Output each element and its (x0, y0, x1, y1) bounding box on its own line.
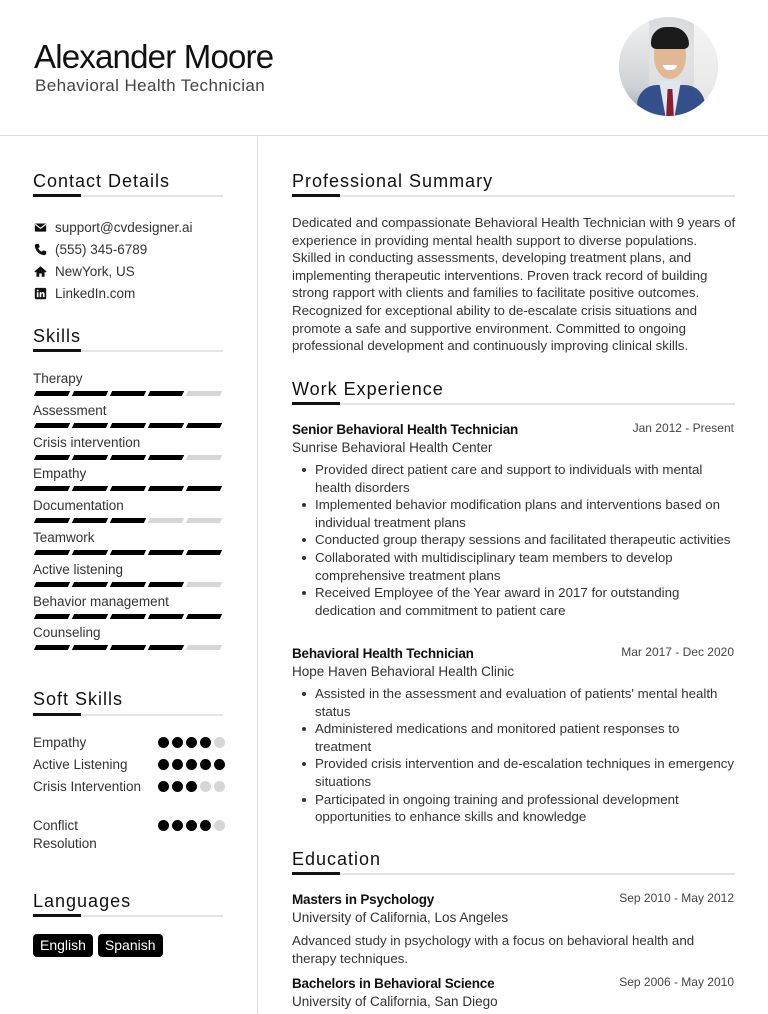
level-segment (34, 486, 70, 491)
skill-name: Assessment (33, 402, 107, 418)
skill-level-bar (33, 391, 223, 396)
skill-item (33, 561, 223, 587)
level-segment (186, 391, 222, 396)
skill-name: Empathy (33, 466, 87, 482)
contact-email-value: support@cvdesigner.ai (55, 219, 193, 235)
degree-dates: Sep 2006 - May 2010 (619, 975, 734, 989)
section-rule (33, 195, 223, 197)
rating-dot (172, 759, 183, 770)
level-segment (72, 645, 108, 650)
level-segment (110, 455, 146, 460)
section-rule (292, 195, 735, 197)
bullet-item: Implemented behavior modification plans and interventions based on individual treatment plans (299, 496, 735, 531)
column-divider (257, 137, 258, 1014)
section-rule (33, 915, 223, 917)
home-icon (33, 264, 47, 278)
bullet-item: Assisted in the assessment and evaluation of patients' mental health status (299, 685, 735, 720)
level-segment (72, 391, 108, 396)
work-heading: Work Experience (292, 379, 444, 399)
soft-skill-rating (158, 737, 225, 748)
contact-heading: Contact Details (33, 171, 171, 191)
linkedin-icon (33, 286, 47, 300)
level-segment (186, 423, 222, 428)
soft-skill-name: Active Listening (33, 757, 128, 772)
skill-name: Therapy (33, 371, 83, 386)
contact-phone[interactable] (33, 240, 147, 258)
level-segment (34, 518, 70, 523)
skill-level-bar (33, 550, 223, 555)
languages-list (33, 934, 163, 957)
bullet-item: Administered medications and monitored patient responses to treatment (299, 720, 735, 755)
rating-dot (158, 759, 169, 770)
rating-dot (200, 781, 211, 792)
soft-skill-rating (158, 820, 225, 831)
level-segment (148, 423, 184, 428)
rating-dot (214, 820, 225, 831)
skill-name: Crisis intervention (33, 434, 141, 450)
level-segment (72, 455, 108, 460)
rating-dot (214, 737, 225, 748)
summary-text: Dedicated and compassionate Behavioral Health Technician with 9 years of experience in providing mental health support to diverse populations. Skilled in conducting assessments, developing treatment plans, and implementing therapeutic interventions. Proven track record of building strong rapport with clients and families to facilitate positive outcomes. Recognized for exceptional ability to de-escalate crisis situations and promote a safe and supportive environment. Committed to ongoing professional development and continuously improving clinical skills. (292, 215, 736, 354)
level-segment (148, 391, 184, 396)
level-segment (186, 455, 222, 460)
bullet-item: Participated in ongoing training and professional development opportunities to enhance skills and knowledge (299, 791, 735, 826)
profile-photo (619, 17, 718, 116)
bullet-item: Received Employee of the Year award in 2017 for outstanding dedication and commitment to patient care (299, 584, 735, 619)
section-rule (33, 350, 223, 352)
level-segment (186, 550, 222, 555)
skill-item (33, 593, 223, 619)
school-name: University of California, San Diego (292, 994, 498, 1009)
soft-skill-name: Crisis Intervention (33, 779, 142, 794)
level-segment (110, 391, 146, 396)
contact-linkedin[interactable] (33, 284, 135, 302)
rating-dot (214, 759, 225, 770)
section-rule (292, 403, 735, 405)
language-badge: English (33, 934, 93, 957)
skill-level-bar (33, 423, 223, 428)
skill-name: Active listening (33, 561, 124, 577)
skill-level-bar (33, 614, 223, 619)
education-heading: Education (292, 849, 382, 869)
level-segment (148, 645, 184, 650)
level-segment (148, 455, 184, 460)
candidate-title: Behavioral Health Technician (35, 76, 266, 95)
level-segment (34, 645, 70, 650)
level-segment (34, 455, 70, 460)
summary-heading: Professional Summary (292, 171, 494, 191)
level-segment (72, 614, 108, 619)
contact-location-value: NewYork, US (55, 263, 135, 279)
skills-heading: Skills (33, 326, 82, 346)
soft-skill-name: Conflict Resolution (33, 818, 97, 851)
degree-dates: Sep 2010 - May 2012 (619, 891, 734, 905)
bullet-item: Conducted group therapy sessions and facilitated therapeutic activities (299, 531, 735, 549)
level-segment (110, 518, 146, 523)
rating-dot (186, 759, 197, 770)
rating-dot (172, 781, 183, 792)
level-segment (72, 486, 108, 491)
rating-dot (186, 737, 197, 748)
level-segment (110, 486, 146, 491)
level-segment (72, 518, 108, 523)
skill-item (33, 402, 223, 428)
soft-skill-item (33, 734, 223, 752)
job-employer: Sunrise Behavioral Health Center (292, 440, 493, 455)
skill-item (33, 370, 223, 396)
rating-dot (200, 820, 211, 831)
level-segment (186, 645, 222, 650)
skill-name: Behavior management (33, 593, 169, 609)
rating-dot (158, 820, 169, 831)
soft-skill-item (33, 817, 223, 853)
job-bullets (299, 685, 735, 826)
resume-header (0, 0, 768, 136)
level-segment (72, 582, 108, 587)
rating-dot (186, 820, 197, 831)
degree-title: Bachelors in Behavioral Science (292, 976, 495, 991)
skill-item (33, 434, 223, 460)
school-name: University of California, Los Angeles (292, 910, 509, 925)
skill-item (33, 465, 223, 491)
job-title: Behavioral Health Technician (292, 646, 474, 661)
level-segment (34, 582, 70, 587)
rating-dot (172, 820, 183, 831)
contact-phone-value: (555) 345-6789 (55, 241, 148, 257)
skill-item (33, 624, 223, 650)
level-segment (110, 550, 146, 555)
skill-level-bar (33, 518, 223, 523)
level-segment (34, 614, 70, 619)
soft-skill-rating (158, 781, 225, 792)
level-segment (186, 582, 222, 587)
degree-title: Masters in Psychology (292, 892, 435, 907)
job-employer: Hope Haven Behavioral Health Clinic (292, 664, 515, 679)
language-badge: Spanish (98, 934, 163, 957)
level-segment (34, 550, 70, 555)
rating-dot (186, 781, 197, 792)
job-dates: Jan 2012 - Present (632, 421, 734, 435)
job-dates: Mar 2017 - Dec 2020 (621, 645, 734, 659)
rating-dot (214, 781, 225, 792)
skill-item (33, 497, 223, 523)
soft-skills-heading: Soft Skills (33, 689, 124, 709)
skill-level-bar (33, 645, 223, 650)
skill-level-bar (33, 486, 223, 491)
rating-dot (172, 737, 183, 748)
level-segment (148, 550, 184, 555)
level-segment (110, 582, 146, 587)
bullet-item: Collaborated with multidisciplinary team members to develop comprehensive treatment plans (299, 549, 735, 584)
level-segment (148, 486, 184, 491)
contact-linkedin-value: LinkedIn.com (55, 285, 136, 301)
skill-name: Teamwork (33, 530, 95, 545)
languages-heading: Languages (33, 891, 132, 911)
skill-item (33, 529, 223, 555)
contact-email[interactable] (33, 218, 193, 236)
bullet-item: Provided crisis intervention and de-escalation techniques in emergency situations (299, 755, 735, 790)
level-segment (34, 423, 70, 428)
rating-dot (158, 737, 169, 748)
level-segment (34, 391, 70, 396)
rating-dot (200, 737, 211, 748)
soft-skill-rating (158, 759, 225, 770)
soft-skill-item (33, 756, 223, 774)
phone-icon (33, 242, 47, 256)
skill-name: Documentation (33, 498, 124, 514)
level-segment (110, 614, 146, 619)
job-bullets (299, 461, 735, 619)
degree-description: Advanced study in psychology with a focus on behavioral health and therapy techniques. (292, 933, 695, 966)
bullet-item: Provided direct patient care and support to individuals with mental health disorders (299, 461, 735, 496)
rating-dot (200, 759, 211, 770)
skill-level-bar (33, 582, 223, 587)
section-rule (292, 873, 735, 875)
job-title: Senior Behavioral Health Technician (292, 422, 519, 437)
level-segment (186, 518, 222, 523)
skill-level-bar (33, 455, 223, 460)
level-segment (110, 423, 146, 428)
level-segment (148, 518, 184, 523)
section-rule (33, 714, 223, 716)
soft-skill-name: Empathy (33, 735, 87, 750)
level-segment (72, 550, 108, 555)
level-segment (72, 423, 108, 428)
envelope-icon (33, 220, 47, 234)
contact-location (33, 262, 135, 280)
skill-name: Counseling (33, 625, 101, 641)
soft-skill-item (33, 778, 223, 796)
candidate-name: Alexander Moore (34, 38, 274, 75)
level-segment (148, 582, 184, 587)
rating-dot (158, 781, 169, 792)
level-segment (186, 486, 222, 491)
level-segment (148, 614, 184, 619)
level-segment (110, 645, 146, 650)
level-segment (186, 614, 222, 619)
